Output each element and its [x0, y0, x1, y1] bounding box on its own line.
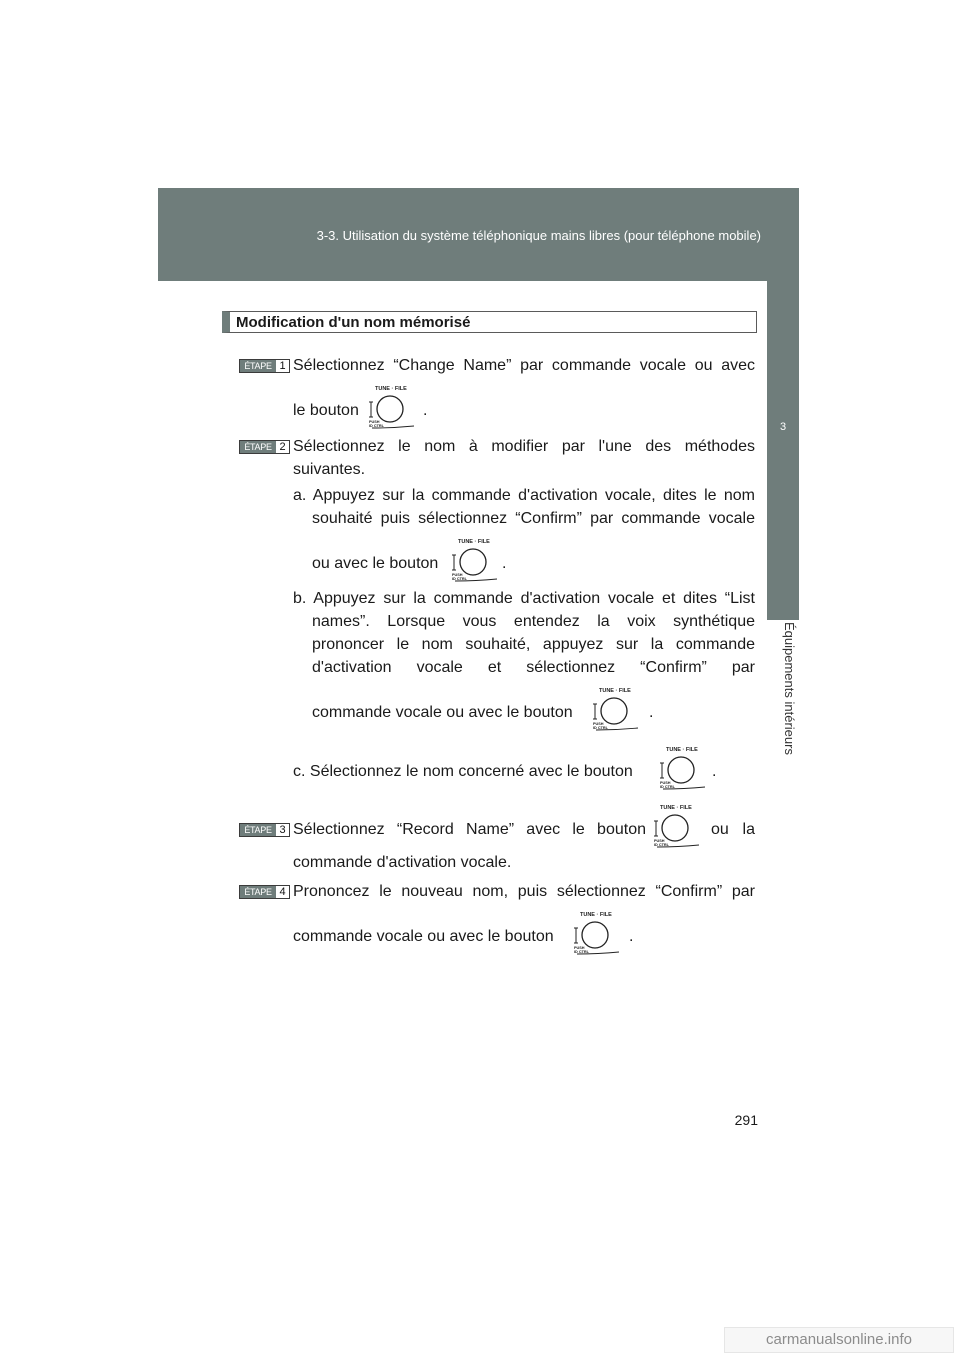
knob-top-label: TUNE · FILE: [458, 539, 490, 545]
step-badge-3: [239, 823, 290, 837]
tune-file-knob-icon: [451, 537, 503, 583]
step2a-line2: souhaité puis sélectionnez “Confirm” par commande vocale: [312, 510, 755, 527]
step2a-line1: a. Appuyez sur la commande d'activation vocale, dites le nom: [293, 487, 755, 504]
step-label: ÉTAPE: [240, 824, 276, 836]
step2-line1: Sélectionnez le nom à modifier par l'une des méthodes: [293, 438, 755, 455]
step-number: 1: [279, 360, 286, 372]
step2c-line1-end: .: [712, 763, 717, 780]
step2-line2: suivantes.: [293, 461, 366, 478]
page-number: 291: [734, 1112, 758, 1128]
knob-ctrl-label: ID CTRL: [654, 843, 669, 847]
knob-push-label: PUSH: [369, 420, 380, 424]
step-number: 3: [279, 824, 286, 836]
knob-push-label: PUSH: [593, 722, 604, 726]
knob-ctrl-label: ID CTRL: [452, 577, 467, 581]
step2b-line5-end: .: [649, 704, 654, 721]
step2c-line1: c. Sélectionnez le nom concerné avec le bouton: [293, 763, 633, 780]
knob-ctrl-label: ID CTRL: [593, 726, 608, 730]
tune-file-knob-icon: [653, 803, 705, 849]
step3-line1-end: ou la: [711, 821, 755, 838]
step-number: 2: [279, 441, 286, 453]
knob-push-label: PUSH: [660, 781, 671, 785]
step-label: ÉTAPE: [240, 886, 276, 898]
step-badge-1: [239, 359, 290, 373]
step3-line2: commande d'activation vocale.: [293, 854, 512, 871]
knob-ctrl-label: ID CTRL: [369, 424, 384, 428]
knob-push-label: PUSH: [452, 573, 463, 577]
tune-file-knob-icon: [592, 686, 644, 732]
section-heading: [222, 311, 757, 333]
knob-top-label: TUNE · FILE: [375, 386, 407, 392]
knob-push-label: PUSH: [574, 946, 585, 950]
step2b-line3: prononcer le nom souhaité, appuyez sur la commande: [312, 636, 755, 653]
step-label: ÉTAPE: [240, 441, 276, 453]
step2b-line2: names”. Lorsque vous entendez la voix synthétique: [312, 613, 755, 630]
knob-top-label: TUNE · FILE: [580, 912, 612, 918]
step4-line2-end: .: [629, 928, 634, 945]
step4-line2: commande vocale ou avec le bouton: [293, 928, 554, 945]
step-badge-4: [239, 885, 290, 899]
chapter-header: [158, 188, 799, 281]
watermark-link[interactable]: carmanualsonline.info: [724, 1327, 954, 1353]
step4-line1: Prononcez le nouveau nom, puis sélectionnez “Confirm” par: [293, 883, 755, 900]
section-title-text: Modification d'un nom mémorisé: [236, 314, 471, 331]
knob-ctrl-label: ID CTRL: [574, 950, 589, 954]
step-badge-2: [239, 440, 290, 454]
chapter-side-tab: [767, 281, 799, 620]
chapter-number: 3: [779, 421, 787, 433]
step-number: 4: [279, 886, 286, 898]
knob-ctrl-label: ID CTRL: [660, 785, 675, 789]
knob-push-label: PUSH: [654, 839, 665, 843]
step2b-line1: b. Appuyez sur la commande d'activation vocale et dites “List: [293, 590, 755, 607]
knob-top-label: TUNE · FILE: [599, 688, 631, 694]
chapter-side-label: Équipements intérieurs: [782, 622, 797, 755]
step-label: ÉTAPE: [240, 360, 276, 372]
step1-line2-end: .: [423, 402, 428, 419]
knob-top-label: TUNE · FILE: [666, 747, 698, 753]
step2a-line3: ou avec le bouton: [312, 555, 439, 572]
knob-top-label: TUNE · FILE: [660, 805, 692, 811]
tune-file-knob-icon: [573, 910, 625, 956]
tune-file-knob-icon: [659, 745, 711, 791]
step2b-line5: commande vocale ou avec le bouton: [312, 704, 573, 721]
chapter-title: 3-3. Utilisation du système téléphonique mains libres (pour téléphone mobile): [316, 228, 761, 243]
tune-file-knob-icon: [368, 384, 420, 430]
step1-line1: Sélectionnez “Change Name” par commande vocale ou avec: [293, 357, 755, 374]
step1-line2: le bouton: [293, 402, 359, 419]
step3-line1: Sélectionnez “Record Name” avec le bouton: [293, 821, 646, 838]
step2a-line3-end: .: [502, 555, 507, 572]
step2b-line4: d'activation vocale et sélectionnez “Confirm” par: [312, 659, 755, 676]
